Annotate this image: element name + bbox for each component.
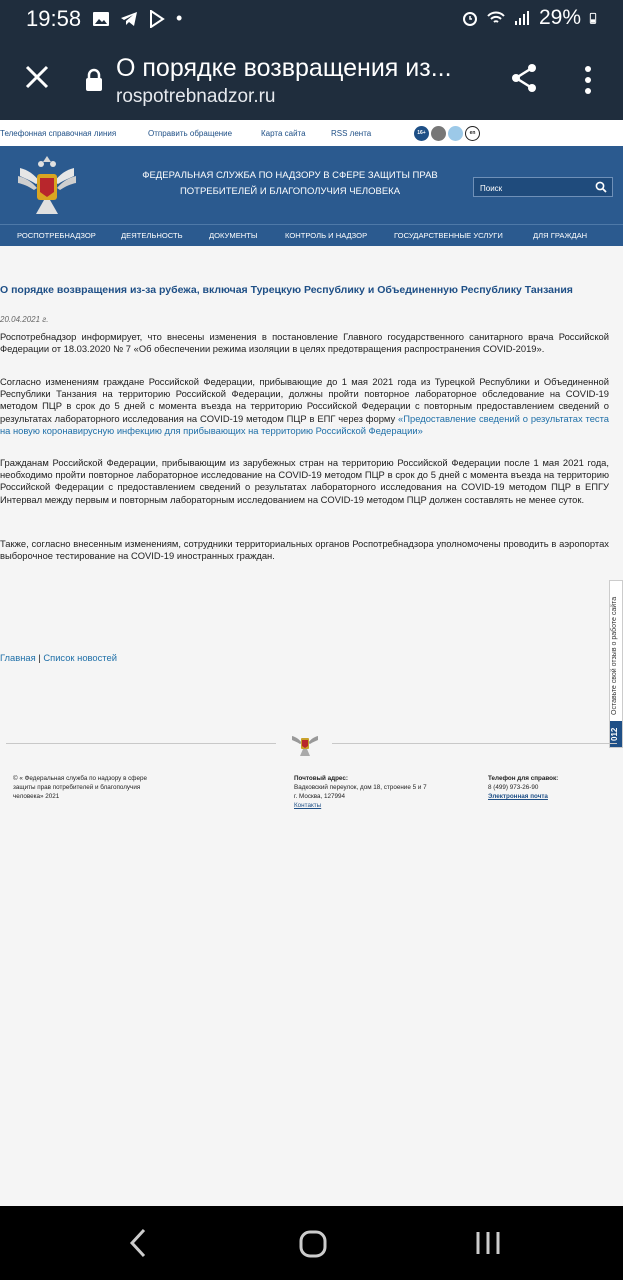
copyright-line-2: защиты прав потребителей и благополучия bbox=[13, 784, 141, 791]
close-icon[interactable] bbox=[22, 62, 52, 92]
status-bar bbox=[0, 0, 623, 38]
site-header bbox=[0, 146, 623, 224]
status-time: 19:58 bbox=[26, 6, 82, 31]
gallery-icon bbox=[92, 10, 110, 28]
main-nav-rospotrebnadzor[interactable]: РОСПОТРЕБНАДЗОР bbox=[17, 231, 96, 240]
link-separator: | bbox=[38, 652, 41, 663]
org-line-1: ФЕДЕРАЛЬНАЯ СЛУЖБА ПО НАДЗОРУ В СФЕРЕ ЗАЩИТЫ ПРАВ bbox=[142, 170, 438, 181]
signal-icon bbox=[513, 9, 531, 27]
share-icon[interactable] bbox=[508, 62, 540, 94]
page-title: О порядке возвращения из... bbox=[116, 54, 452, 82]
browser-toolbar bbox=[0, 38, 623, 120]
eagle-emblem-icon[interactable] bbox=[14, 150, 80, 220]
battery-icon bbox=[589, 9, 601, 27]
copyright-line-1: © « Федеральная служба по надзору в сфере bbox=[13, 775, 147, 782]
age-rating-badge: 16+ bbox=[414, 126, 429, 141]
footer-copyright bbox=[13, 774, 147, 801]
alarm-icon bbox=[461, 9, 479, 27]
address-title: Почтовый адрес: bbox=[294, 775, 348, 782]
nav-rss[interactable]: RSS лента bbox=[331, 129, 372, 138]
feedback-text: Оставьте свой отзыв о работе сайта bbox=[611, 596, 618, 715]
footer-phone bbox=[488, 774, 558, 801]
wifi-icon bbox=[487, 9, 505, 27]
status-dot: • bbox=[176, 8, 183, 28]
search-icon[interactable] bbox=[595, 181, 607, 193]
contacts-link[interactable]: Контакты bbox=[294, 802, 322, 809]
battery-percent: 29% bbox=[538, 6, 581, 29]
telegram-icon bbox=[120, 10, 138, 28]
organization-name bbox=[120, 168, 460, 200]
nav-sitemap[interactable]: Карта сайта bbox=[261, 129, 306, 138]
copyright-line-3: человека» 2021 bbox=[13, 793, 60, 800]
utility-nav bbox=[0, 120, 623, 146]
accessibility-badges bbox=[414, 126, 480, 141]
android-nav-bar bbox=[0, 1206, 623, 1280]
main-nav-control[interactable]: КОНТРОЛЬ И НАДЗОР bbox=[285, 231, 368, 240]
keyboard-icon[interactable] bbox=[431, 126, 446, 141]
article-paragraph-4: Также, согласно внесенным изменениям, сотрудники территориальных органов Роспотребнадзора уполномочены проводить в аэропортах выборочное тестирование на COVID-19 иностранных граждан. bbox=[0, 538, 609, 562]
article-paragraph-2 bbox=[0, 376, 609, 437]
article-date: 20.04.2021 г. bbox=[0, 315, 49, 324]
system-icons bbox=[461, 6, 601, 30]
lock-icon bbox=[84, 68, 104, 92]
main-nav-documents[interactable]: ДОКУМЕНТЫ bbox=[209, 231, 258, 240]
article-content bbox=[0, 246, 623, 1206]
main-nav-services[interactable]: ГОСУДАРСТВЕННЫЕ УСЛУГИ bbox=[394, 231, 503, 240]
phone-number: 8 (499) 973-26-90 bbox=[488, 784, 539, 791]
home-link[interactable]: Главная bbox=[0, 652, 36, 663]
footer-eagle-icon bbox=[290, 728, 320, 758]
article-headline: О порядке возвращения из-за рубежа, включая Турецкую Республику и Объединенную Республику Танзания bbox=[0, 284, 573, 296]
phone-title: Телефон для справок: bbox=[488, 775, 559, 782]
feedback-number: 012 bbox=[610, 721, 622, 747]
recent-apps-icon[interactable] bbox=[472, 1228, 504, 1258]
search-input[interactable] bbox=[474, 180, 584, 198]
org-line-2: ПОТРЕБИТЕЛЕЙ И БЛАГОПОЛУЧИЯ ЧЕЛОВЕКА bbox=[179, 186, 401, 197]
results-form-link[interactable]: «Предоставление сведений о результатах теста на новую коронавирусную инфекцию для прибывающих на территорию Российской Федерации» bbox=[0, 412, 610, 436]
site-search bbox=[473, 177, 613, 197]
nav-send-appeal[interactable]: Отправить обращение bbox=[148, 129, 233, 138]
back-icon[interactable] bbox=[124, 1226, 152, 1260]
article-paragraph-1: Роспотребнадзор информирует, что внесены изменения в постановление Главного государственного санитарного врача Российской Федерации от 18.03.2020 № 7 «Об обеспечении режима изоляции в целях предотвращения распространения COVID-2019». bbox=[0, 331, 609, 355]
footer-divider-left bbox=[6, 743, 276, 744]
nav-phone-line[interactable]: Телефонная справочная линия bbox=[0, 129, 117, 138]
footer-divider-right bbox=[332, 743, 617, 744]
article-paragraph-3: Гражданам Российской Федерации, прибывающим из зарубежных стран на территорию Российской Федерации после 1 мая 2021 года, необходимо пройти повторное лабораторное исследование на COVID-19 методом ПЦР в срок до 5 дней с момента въезда на территорию Российской Федерации с предоставлением сведений о результатах лабораторного исследования на COVID-19 методом ПЦР в ЕПГУ Интервал между первым и повторным лабораторным исследованием на COVID-19 методом ПЦР должен составлять не менее суток. bbox=[0, 457, 609, 505]
main-nav bbox=[0, 224, 623, 246]
feedback-tab[interactable] bbox=[609, 580, 623, 748]
email-link[interactable]: Электронная почта bbox=[488, 793, 548, 800]
main-nav-activity[interactable]: ДЕЯТЕЛЬНОСТЬ bbox=[121, 231, 183, 240]
play-store-icon bbox=[148, 10, 166, 28]
language-en-badge[interactable]: en bbox=[465, 126, 480, 141]
address-line-1: Вадковский переулок, дом 18, строение 5 и 7 bbox=[294, 784, 427, 791]
bottom-links bbox=[0, 652, 117, 663]
notification-icons bbox=[92, 8, 182, 29]
news-list-link[interactable]: Список новостей bbox=[43, 652, 117, 663]
footer-address bbox=[294, 774, 427, 810]
paragraph-2-text: Согласно изменениям граждане Российской Федерации, прибывающие до 1 мая 2021 года из Турецкой Республики и Объединенной Республики Танзания на территорию Российской Федерации, должны пройти повторное лабораторное обследование на COVID-19 методом ПЦР в срок до 5 дней с момента въезда на территорию Российской Федерации с повторным предоставлением сведений о результатах лабораторного исследования на COVID-19 методом ПЦР в ЕПГ через форму bbox=[0, 376, 609, 424]
address-line-2: г. Москва, 127994 bbox=[294, 793, 346, 800]
main-nav-citizens[interactable]: ДЛЯ ГРАЖДАН bbox=[533, 231, 588, 240]
vision-icon[interactable] bbox=[448, 126, 463, 141]
page-url[interactable]: rospotrebnadzor.ru bbox=[116, 86, 276, 107]
home-icon[interactable] bbox=[298, 1229, 328, 1259]
more-options-icon[interactable] bbox=[578, 64, 598, 96]
